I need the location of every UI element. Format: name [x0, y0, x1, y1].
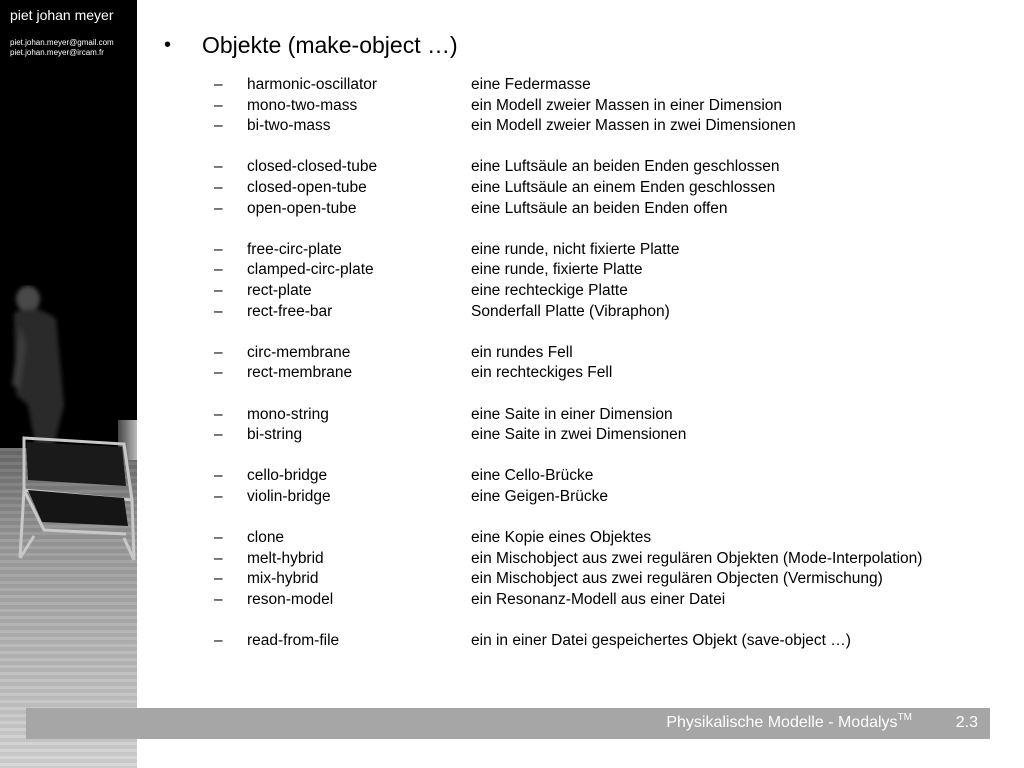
- object-description: ein Modell zweier Massen in einer Dimension: [471, 96, 782, 114]
- group-spacer: [214, 137, 994, 158]
- dash-bullet: –: [214, 117, 223, 135]
- list-item: [214, 75, 994, 96]
- object-description: ein Mischobject aus zwei regulären Objekten (Mode-Interpolation): [471, 549, 923, 567]
- object-description: ein rundes Fell: [471, 343, 573, 361]
- object-name: violin-bridge: [247, 487, 331, 505]
- object-description: eine Geigen-Brücke: [471, 487, 608, 505]
- dash-bullet: –: [214, 405, 223, 423]
- object-name: bi-two-mass: [247, 117, 331, 135]
- dash-bullet: –: [214, 261, 223, 279]
- email-gmail: piet.johan.meyer@gmail.com: [10, 38, 114, 47]
- list-item: [214, 425, 994, 446]
- group-spacer: [214, 507, 994, 528]
- dash-bullet: –: [214, 529, 223, 547]
- list-item: [214, 96, 994, 117]
- object-description: eine Cello-Brücke: [471, 467, 594, 485]
- list-item: [214, 178, 994, 199]
- object-list: [214, 75, 994, 652]
- dash-bullet: –: [214, 487, 223, 505]
- object-name: mono-string: [247, 405, 329, 423]
- dash-bullet: –: [214, 96, 223, 114]
- group-spacer: [214, 384, 994, 405]
- list-item: [214, 157, 994, 178]
- dash-bullet: –: [214, 426, 223, 444]
- object-name: free-circ-plate: [247, 240, 342, 258]
- object-description: ein Mischobject aus zwei regulären Objecten (Vermischung): [471, 570, 883, 588]
- footer-bar: [26, 708, 990, 739]
- object-name: melt-hybrid: [247, 549, 324, 567]
- dash-bullet: –: [214, 467, 223, 485]
- object-description: eine Federmasse: [471, 76, 591, 93]
- list-item: [214, 260, 994, 281]
- footer-title-text: Physikalische Modelle - Modalys: [666, 714, 898, 731]
- dash-bullet: –: [214, 570, 223, 588]
- object-name: cello-bridge: [247, 467, 328, 485]
- object-name: harmonic-oscillator: [247, 76, 378, 93]
- group-spacer: [214, 219, 994, 240]
- object-description: Sonderfall Platte (Vibraphon): [471, 302, 670, 320]
- object-description: eine rechteckige Platte: [471, 281, 628, 299]
- dash-bullet: –: [214, 549, 223, 567]
- trademark-mark: TM: [897, 712, 912, 723]
- list-item: [214, 528, 994, 549]
- object-name: clamped-circ-plate: [247, 261, 374, 279]
- list-item: [214, 199, 994, 220]
- list-item: [214, 240, 994, 261]
- object-description: eine Luftsäule an beiden Enden offen: [471, 199, 728, 217]
- author-emails: [10, 38, 114, 58]
- bullet-icon: •: [164, 33, 172, 56]
- dash-bullet: –: [214, 76, 223, 93]
- dash-bullet: –: [214, 281, 223, 299]
- dash-bullet: –: [214, 178, 223, 196]
- dash-bullet: –: [214, 590, 223, 608]
- object-description: ein rechteckiges Fell: [471, 364, 613, 382]
- dash-bullet: –: [214, 240, 223, 258]
- object-name: rect-plate: [247, 281, 312, 299]
- chair-image: [14, 430, 137, 570]
- object-name: reson-model: [247, 590, 334, 608]
- object-description: ein Resonanz-Modell aus einer Datei: [471, 590, 726, 608]
- group-spacer: [214, 446, 994, 467]
- list-item: [214, 569, 994, 590]
- group-spacer: [214, 322, 994, 343]
- list-item: [214, 405, 994, 426]
- dash-bullet: –: [214, 343, 223, 361]
- list-item: [214, 631, 994, 652]
- object-name: mono-two-mass: [247, 96, 358, 114]
- dash-bullet: –: [214, 364, 223, 382]
- object-name: open-open-tube: [247, 199, 357, 217]
- sidebar-photo: [0, 0, 137, 768]
- page-number: 2.3: [955, 714, 978, 731]
- list-item: [214, 549, 994, 570]
- object-name: rect-free-bar: [247, 302, 333, 320]
- author-name: piet johan meyer: [10, 7, 114, 23]
- object-description: eine Luftsäule an beiden Enden geschlossen: [471, 158, 780, 176]
- dash-bullet: –: [214, 302, 223, 320]
- object-name: rect-membrane: [247, 364, 353, 382]
- object-name: mix-hybrid: [247, 570, 319, 588]
- object-name: read-from-file: [247, 632, 340, 650]
- list-item: [214, 363, 994, 384]
- object-name: circ-membrane: [247, 343, 351, 361]
- object-description: eine Kopie eines Objektes: [471, 529, 652, 547]
- list-item: [214, 281, 994, 302]
- list-item: [214, 116, 994, 137]
- object-description: eine Saite in zwei Dimensionen: [471, 426, 687, 444]
- object-name: closed-closed-tube: [247, 158, 378, 176]
- list-item: [214, 302, 994, 323]
- object-description: eine Saite in einer Dimension: [471, 405, 673, 423]
- list-item: [214, 466, 994, 487]
- object-name: clone: [247, 529, 285, 547]
- group-spacer: [214, 610, 994, 631]
- object-description: eine runde, fixierte Platte: [471, 261, 643, 279]
- dash-bullet: –: [214, 199, 223, 217]
- slide-title: Objekte (make-object …): [202, 31, 458, 58]
- object-description: eine Luftsäule an einem Enden geschlossen: [471, 178, 776, 196]
- dash-bullet: –: [214, 632, 223, 650]
- object-description: eine runde, nicht fixierte Platte: [471, 240, 680, 258]
- object-name: closed-open-tube: [247, 178, 367, 196]
- email-ircam: piet.johan.meyer@ircam.fr: [10, 48, 104, 57]
- dash-bullet: –: [214, 158, 223, 176]
- object-description: ein in einer Datei gespeichertes Objekt (save-object …): [471, 632, 851, 650]
- object-description: ein Modell zweier Massen in zwei Dimensionen: [471, 117, 796, 135]
- list-item: [214, 343, 994, 364]
- list-item: [214, 590, 994, 611]
- slide-title-row: [164, 30, 458, 60]
- object-name: bi-string: [247, 426, 303, 444]
- list-item: [214, 487, 994, 508]
- footer-title: [666, 714, 912, 732]
